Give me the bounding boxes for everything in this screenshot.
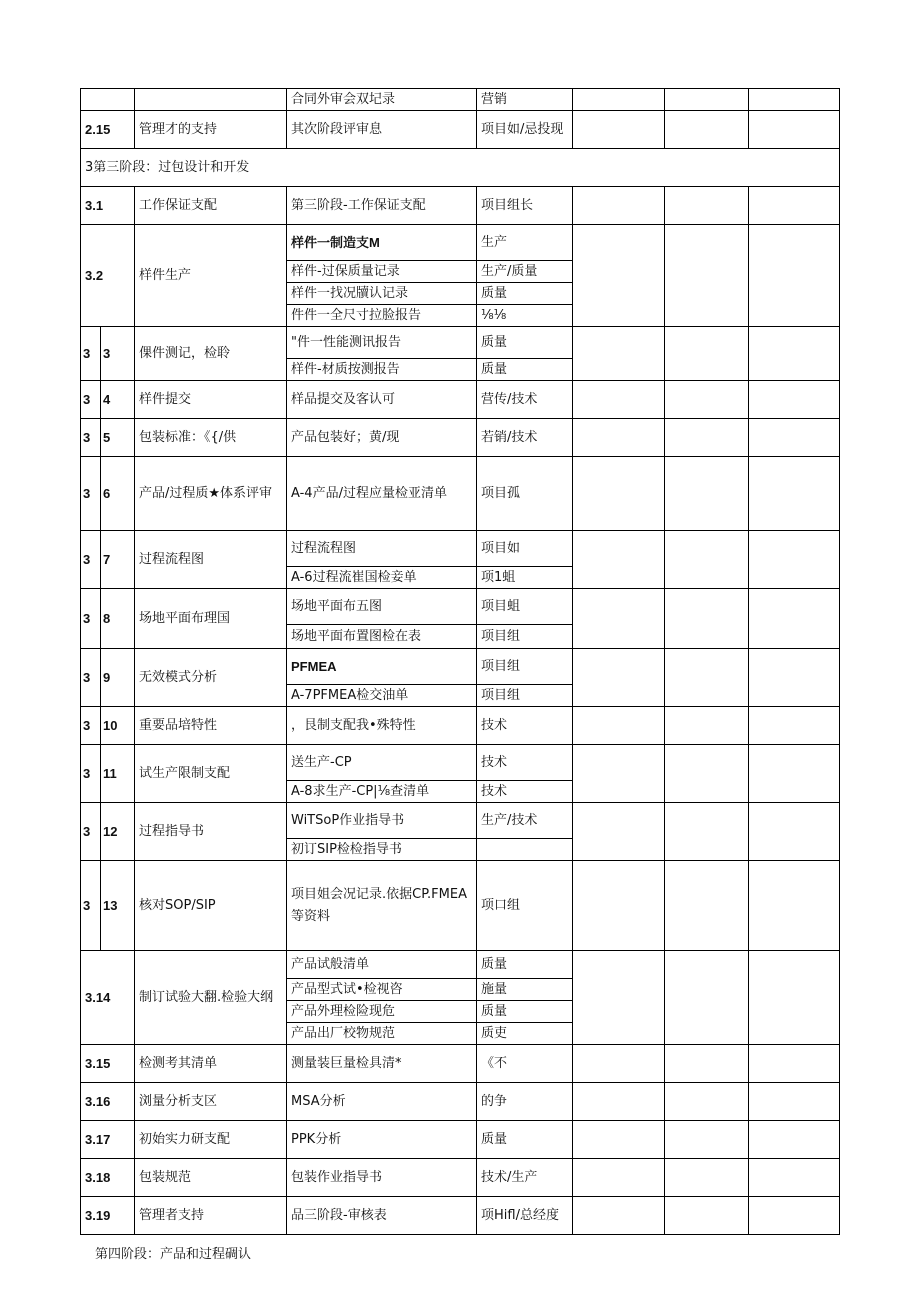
item-name: 核对SOP/SIP (135, 861, 287, 951)
doc-cell: 产品外理检险现危 (287, 1001, 477, 1023)
table-row (81, 457, 840, 531)
doc-cell: 其次阶段评审息 (287, 111, 477, 149)
next-stage-heading: 第四阶段：产品和过程碉认 (95, 1247, 252, 1262)
item-number-minor: 13 (101, 861, 135, 951)
doc-cell: 品三阶段-审核表 (287, 1197, 477, 1235)
item-number-minor: 11 (101, 745, 135, 803)
item-name: 试生产限制支配 (135, 745, 287, 803)
item-number-minor: 7 (101, 531, 135, 589)
item-number-major: 3 (81, 589, 101, 649)
dept-cell: 技术 (477, 745, 573, 781)
item-number-major: 3 (81, 745, 101, 803)
item-number: 2.15 (81, 111, 135, 149)
doc-cell: "件一性能测讯报告 (287, 327, 477, 359)
doc-cell: 送生产-CP (287, 745, 477, 781)
doc-cell: 产品试般清单 (287, 951, 477, 979)
doc-cell: 样件一找况牘认记录 (287, 283, 477, 305)
dept-cell: ⅛⅛ (477, 305, 573, 327)
item-number: 3.1 (81, 187, 135, 225)
table-row (81, 327, 840, 359)
stage-title: 3第三阶段：过包设计和开发 (81, 149, 840, 187)
table-row (81, 861, 840, 951)
item-number: 3.2 (81, 225, 135, 327)
item-number-minor: 3 (101, 327, 135, 381)
dept-cell: 项目如 (477, 531, 573, 567)
item-name: 包装规范 (135, 1159, 287, 1197)
table-row (81, 745, 840, 781)
table-row (81, 187, 840, 225)
stage-header-row (81, 149, 840, 187)
item-number-major: 3 (81, 531, 101, 589)
dept-cell: 生产/技术 (477, 803, 573, 839)
doc-cell: A-6过程流崔国检妾单 (287, 567, 477, 589)
item-name: 过程指导书 (135, 803, 287, 861)
table-row (81, 1159, 840, 1197)
dept-cell: 质量 (477, 327, 573, 359)
item-number-minor: 5 (101, 419, 135, 457)
item-name: 过程流程图 (135, 531, 287, 589)
table-row (81, 1121, 840, 1159)
dept-cell: 项目组 (477, 685, 573, 707)
doc-cell: PPK分析 (287, 1121, 477, 1159)
item-name: 工作保证支配 (135, 187, 287, 225)
item-name: 浏量分析支区 (135, 1083, 287, 1121)
dept-cell: 质量 (477, 359, 573, 381)
item-number-minor: 12 (101, 803, 135, 861)
item-number-minor: 8 (101, 589, 135, 649)
item-name: 初始实力研支配 (135, 1121, 287, 1159)
table-row (81, 951, 840, 979)
dept-cell: 项目组 (477, 625, 573, 649)
doc-cell: 产品包装好；黄/现 (287, 419, 477, 457)
doc-cell: A-8求生产-CP|⅛查清单 (287, 781, 477, 803)
item-name: 场地平面布理国 (135, 589, 287, 649)
dept-cell: 质量 (477, 1121, 573, 1159)
item-number-major: 3 (81, 381, 101, 419)
doc-cell: 件件一全尺寸拉脸报告 (287, 305, 477, 327)
doc-cell: 样件-材质按测报告 (287, 359, 477, 381)
doc-cell: A-7PFMEA检交油单 (287, 685, 477, 707)
dept-cell: 质量 (477, 283, 573, 305)
doc-cell: 产品出厂校物规范 (287, 1023, 477, 1045)
table-row (81, 1083, 840, 1121)
doc-cell: 初订SIP检检指导书 (287, 839, 477, 861)
doc-cell: 第三阶段-工作保证支配 (287, 187, 477, 225)
table-row (81, 419, 840, 457)
dept-cell: 技术/生产 (477, 1159, 573, 1197)
dept-cell: 项目组长 (477, 187, 573, 225)
item-name: 管理才的支持 (135, 111, 287, 149)
item-number: 3.17 (81, 1121, 135, 1159)
table-row (81, 649, 840, 685)
dept-cell: 营销 (477, 89, 573, 111)
dept-cell: 项目孤 (477, 457, 573, 531)
item-name: 管理者支持 (135, 1197, 287, 1235)
item-number-minor: 4 (101, 381, 135, 419)
doc-cell: 合同外审会双圮录 (287, 89, 477, 111)
doc-cell: MSA分析 (287, 1083, 477, 1121)
doc-cell: 测量装巨量检具清* (287, 1045, 477, 1083)
table-row (81, 111, 840, 149)
dept-cell: 项目蛆 (477, 589, 573, 625)
dept-cell: 若销/技术 (477, 419, 573, 457)
dept-cell: 生产/质量 (477, 261, 573, 283)
item-number: 3.19 (81, 1197, 135, 1235)
item-number: 3.18 (81, 1159, 135, 1197)
dept-cell: 营传/技术 (477, 381, 573, 419)
doc-cell: WiTSoP作业指导书 (287, 803, 477, 839)
table-row (81, 1197, 840, 1235)
doc-cell: 包装作业指导书 (287, 1159, 477, 1197)
doc-cell: 样件一制造支M (287, 225, 477, 261)
dept-cell: 项Hifl/总经度 (477, 1197, 573, 1235)
item-number-minor: 6 (101, 457, 135, 531)
doc-cell: 样品提交及客认可 (287, 381, 477, 419)
dept-cell: 生产 (477, 225, 573, 261)
table-row (81, 803, 840, 839)
item-name: 样件提交 (135, 381, 287, 419)
doc-cell: 场地平面布置图检在表 (287, 625, 477, 649)
item-number: 3.15 (81, 1045, 135, 1083)
dept-cell: 《不 (477, 1045, 573, 1083)
item-number-major: 3 (81, 419, 101, 457)
dept-cell: 质量 (477, 1001, 573, 1023)
doc-cell: A-4产品/过程应量检亚清单 (287, 457, 477, 531)
item-number: 3.16 (81, 1083, 135, 1121)
dept-cell: 技术 (477, 781, 573, 803)
dept-cell: 项1蛆 (477, 567, 573, 589)
dept-cell: 质量 (477, 951, 573, 979)
item-number-minor: 9 (101, 649, 135, 707)
item-name: 重要品培特性 (135, 707, 287, 745)
item-number-major: 3 (81, 649, 101, 707)
item-number-minor: 10 (101, 707, 135, 745)
dept-cell: 施量 (477, 979, 573, 1001)
stage-plan-table (80, 88, 840, 1235)
doc-cell: ，艮制支配我•殊特性 (287, 707, 477, 745)
item-name: 制订试验大翻.检验大纲 (135, 951, 287, 1045)
dept-cell: 项口组 (477, 861, 573, 951)
table-row (81, 381, 840, 419)
item-name: 倮件测记，检聆 (135, 327, 287, 381)
doc-cell: 场地平面布五图 (287, 589, 477, 625)
table-row (81, 1045, 840, 1083)
item-number-major: 3 (81, 707, 101, 745)
dept-cell: 项目如/忌投现 (477, 111, 573, 149)
item-number-major: 3 (81, 457, 101, 531)
item-number-major: 3 (81, 803, 101, 861)
dept-cell: 技术 (477, 707, 573, 745)
table-row (81, 89, 840, 111)
table-row (81, 707, 840, 745)
doc-cell: 项目姐会况记录.依据CP.FMEA等资料 (287, 861, 477, 951)
dept-cell (477, 839, 573, 861)
doc-cell: PFMEA (287, 649, 477, 685)
item-name: 样件生产 (135, 225, 287, 327)
item-number: 3.14 (81, 951, 135, 1045)
table-row (81, 531, 840, 567)
dept-cell: 项目组 (477, 649, 573, 685)
dept-cell: 质吏 (477, 1023, 573, 1045)
item-number-major: 3 (81, 327, 101, 381)
doc-cell: 样件-过保质量记录 (287, 261, 477, 283)
item-number-major: 3 (81, 861, 101, 951)
doc-cell: 产品型式试•检视咨 (287, 979, 477, 1001)
item-name: 包装标准：《{/供 (135, 419, 287, 457)
item-name: 产品/过程质★体系评审 (135, 457, 287, 531)
doc-cell: 过程流程图 (287, 531, 477, 567)
item-name: 检测考其清单 (135, 1045, 287, 1083)
dept-cell: 的争 (477, 1083, 573, 1121)
item-name: 无效模式分析 (135, 649, 287, 707)
table-row (81, 225, 840, 261)
table-row (81, 589, 840, 625)
